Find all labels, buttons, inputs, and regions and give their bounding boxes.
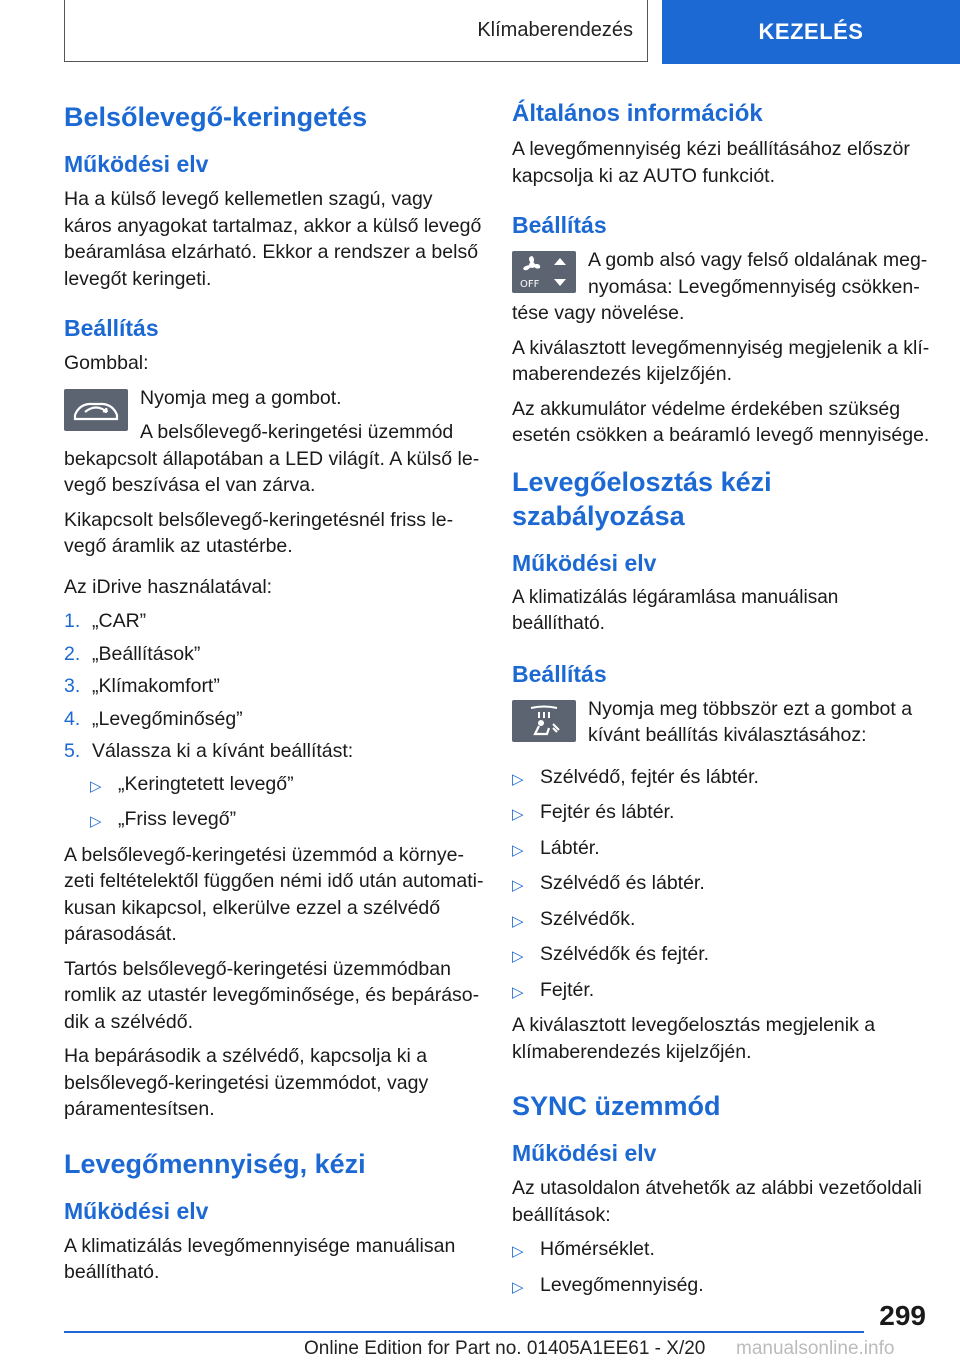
- heading-distribution: Levegőelosztás kézi szabályozása: [512, 466, 772, 531]
- step-item: 3. „Klímakomfort”: [64, 675, 220, 697]
- text-auto-off: A belsőlevegő-keringetési üzemmód a környezeti feltételektől függően némi idő után automatikusan kikapcsol, elkerülve ezzel a szélvédő párasodását.: [64, 843, 484, 945]
- left-column: [64, 100, 484, 1294]
- heading-general: Általános információk: [512, 100, 763, 127]
- text-fan: A gomb alsó vagy felső oldalának megnyomása: Levegőmennyiség csökkentése vagy növelése.: [512, 249, 928, 324]
- sync-options: [512, 1236, 932, 1301]
- text-button: Gombbal:: [64, 352, 149, 374]
- heading-principle: Működési elv: [64, 151, 209, 177]
- step-item: 2. „Beállítások”: [64, 642, 201, 665]
- list-item: ▷ Fejtér.: [512, 977, 932, 1007]
- step-item: 4. „Levegőminőség”: [64, 707, 243, 730]
- running-header-chapter: [662, 0, 960, 64]
- heading-principle-right-2: Működési elv: [512, 1140, 657, 1166]
- fan-button-icon: [512, 251, 576, 293]
- triangle-bullet-icon: ▷: [512, 912, 524, 930]
- triangle-bullet-icon: ▷: [512, 806, 524, 823]
- air-distribution-button-icon: [512, 700, 576, 742]
- list-item: ▷ Fejtér és lábtér.: [512, 799, 932, 829]
- list-item: ▷ „Friss levegő”: [64, 806, 484, 836]
- heading-principle-right: Működési elv: [512, 549, 657, 576]
- text-long-use: Tartós belsőlevegő-keringetési üzemmódban romlik az utastér levegőminősége, és bepárásodik a szélvédő.: [64, 957, 480, 1033]
- distribution-button-block: [512, 696, 932, 756]
- heading-airflow: Levegőmennyiség, kézi: [64, 1148, 366, 1179]
- triangle-bullet-icon: ▷: [512, 1243, 524, 1260]
- text-principle: Ha a külső levegő kellemetlen szagú, vagy káros anyagokat tartalmaz, akkor a külső levegő beáramlása elzárható. Ekkor a rendszer a belső levegőt keringeti.: [64, 188, 482, 290]
- step-item: 1. „CAR”: [64, 610, 147, 632]
- footer-rule: [64, 1331, 864, 1333]
- text-display: A kiválasztott levegőmennyiség megjelenik a klímaberendezés kijelzőjén.: [512, 336, 930, 385]
- recirculation-button-block: [64, 385, 484, 499]
- text-dist-display: A kiválasztott levegőelosztás megjelenik a klímaberendezés kijelzőjén.: [512, 1014, 876, 1063]
- running-header-section: [64, 0, 648, 62]
- triangle-bullet-icon: ▷: [90, 813, 102, 830]
- heading-setting-right-2: Beállítás: [512, 660, 607, 687]
- triangle-bullet-icon: ▷: [512, 983, 524, 1001]
- distribution-options: [512, 764, 932, 1007]
- fan-button-block: [512, 247, 932, 327]
- text-battery: Az akkumulátor védelme érdekében szükség esetén csökken a beáramló levegő mennyisége.: [512, 397, 930, 446]
- triangle-bullet-icon: ▷: [512, 948, 524, 965]
- text-distribution: A klimatizálás légáramlása manuálisan beállítható.: [512, 586, 839, 634]
- section-title: Klímaberendezés: [477, 19, 633, 41]
- list-item: ▷ Szélvédők.: [512, 906, 932, 936]
- heading-setting: Beállítás: [64, 315, 159, 341]
- triangle-bullet-icon: ▷: [512, 770, 524, 788]
- setting-options: [64, 771, 484, 836]
- right-column: [512, 100, 932, 1307]
- svg-text:OFF: OFF: [520, 279, 540, 290]
- text-off: Kikapcsolt belsőlevegő-keringetésnél friss levegő áramlik az utastérbe.: [64, 508, 454, 557]
- triangle-bullet-icon: ▷: [512, 877, 524, 894]
- text-idrive: Az iDrive használatával:: [64, 575, 273, 598]
- triangle-bullet-icon: ▷: [90, 777, 102, 795]
- list-item: ▷ Hőmérséklet.: [512, 1236, 932, 1266]
- list-item: ▷ Szélvédő, fejtér és lábtér.: [512, 764, 932, 794]
- text-press-multi: Nyomja meg többször ezt a gombot a kívánt beállítás kiválasztásához:: [588, 697, 913, 746]
- text-fog: Ha bepárásodik a szélvédő, kapcsolja ki a belsőlevegő-keringetési üzemmódot, vagy páramentesítsen.: [64, 1045, 429, 1120]
- list-item: ▷ „Keringtetett levegő”: [64, 771, 484, 801]
- idrive-steps: [64, 608, 484, 765]
- footer-watermark: manualsonline.info: [736, 1338, 895, 1359]
- text-general: A levegőmennyiség kézi beállításához először kapcsolja ki az AUTO funkciót.: [512, 138, 910, 187]
- list-item: ▷ Lábtér.: [512, 835, 932, 865]
- step-item: 5. Válassza ki a kívánt beállítást:: [64, 740, 354, 762]
- chapter-title: KEZELÉS: [758, 19, 864, 44]
- recirculation-button-icon: [64, 389, 128, 431]
- triangle-bullet-icon: ▷: [512, 1278, 524, 1296]
- heading-sync: SYNC üzemmód: [512, 1091, 721, 1121]
- triangle-bullet-icon: ▷: [512, 841, 524, 859]
- page-number: 299: [879, 1300, 926, 1331]
- text-sync: Az utasoldalon átvehetők az alábbi vezetőoldali beállítások:: [512, 1177, 922, 1226]
- heading-principle-2: Működési elv: [64, 1197, 209, 1224]
- footer-edition: Online Edition for Part no. 01405A1EE61 - X/20: [304, 1338, 706, 1359]
- list-item: ▷ Szélvédő és lábtér.: [512, 870, 932, 900]
- text-press: Nyomja meg a gombot.: [140, 386, 342, 409]
- list-item: ▷ Levegőmennyiség.: [512, 1272, 932, 1302]
- text-led: A belsőlevegő-keringetési üzemmód bekapcsolt állapotában a LED világít. A külső levegő beszívása el van zárva.: [64, 421, 480, 496]
- heading-recirculation: Belsőlevegő-keringetés: [64, 102, 368, 132]
- text-airflow: A klimatizálás levegőmennyisége manuálisan beállítható.: [64, 1234, 456, 1283]
- list-item: ▷ Szélvédők és fejtér.: [512, 941, 932, 971]
- heading-setting-right: Beállítás: [512, 212, 607, 238]
